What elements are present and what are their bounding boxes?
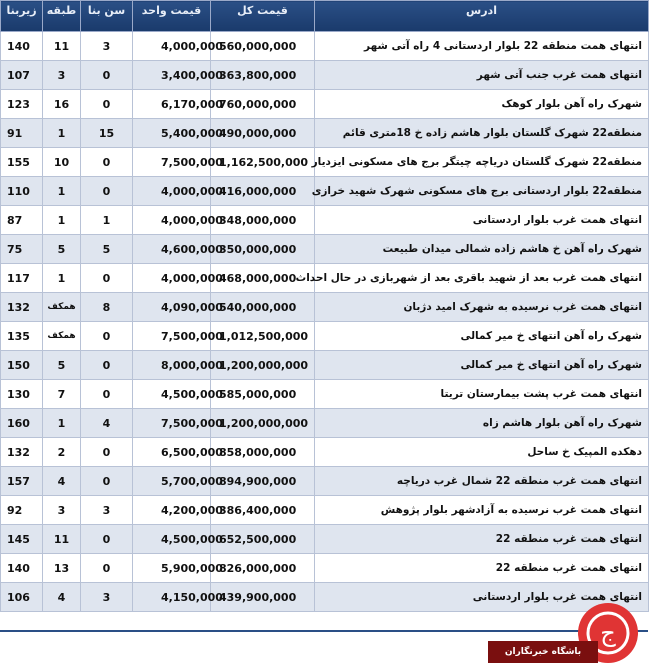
cell-area: 145	[1, 525, 43, 554]
cell-address: شهرک راه آهن خ هاشم زاده شمالی میدان طبیعت	[315, 235, 649, 264]
cell-area: 140	[1, 554, 43, 583]
cell-area: 91	[1, 119, 43, 148]
cell-total-price: 858,000,000	[211, 438, 315, 467]
cell-age: 3	[81, 496, 133, 525]
logo	[488, 603, 648, 669]
cell-area: 132	[1, 293, 43, 322]
cell-unit-price: 6,170,000	[133, 90, 211, 119]
cell-unit-price: 7,500,000	[133, 148, 211, 177]
cell-age: 0	[81, 351, 133, 380]
cell-total-price: 1,200,000,000	[211, 409, 315, 438]
cell-total-price: 585,000,000	[211, 380, 315, 409]
table-row	[1, 148, 649, 177]
cell-address: شهرک راه آهن بلوار کوهک	[315, 90, 649, 119]
cell-unit-price: 4,000,000	[133, 206, 211, 235]
table-row	[1, 235, 649, 264]
cell-unit-price: 6,500,000	[133, 438, 211, 467]
cell-unit-price: 5,900,000	[133, 554, 211, 583]
cell-floor: همکف	[43, 322, 81, 351]
header-unit-price: قیمت واحد	[133, 1, 211, 32]
table-row	[1, 264, 649, 293]
table-body	[1, 32, 649, 612]
table-row	[1, 322, 649, 351]
cell-floor: 4	[43, 467, 81, 496]
logo-glyph: ج	[600, 619, 616, 647]
cell-floor: 1	[43, 206, 81, 235]
cell-total-price: 760,000,000	[211, 90, 315, 119]
cell-age: 1	[81, 206, 133, 235]
cell-address: انتهای همت منطقه 22 بلوار اردستانی 4 راه آتی شهر	[315, 32, 649, 61]
cell-area: 87	[1, 206, 43, 235]
cell-unit-price: 4,600,000	[133, 235, 211, 264]
cell-address: دهکده المپیک خ ساحل	[315, 438, 649, 467]
cell-area: 130	[1, 380, 43, 409]
header-age: سن بنا	[81, 1, 133, 32]
cell-total-price: 560,000,000	[211, 32, 315, 61]
cell-address: انتهای همت غرب منطقه 22	[315, 554, 649, 583]
cell-age: 0	[81, 90, 133, 119]
cell-floor: 1	[43, 409, 81, 438]
cell-floor: 10	[43, 148, 81, 177]
cell-unit-price: 4,000,000	[133, 32, 211, 61]
cell-unit-price: 4,150,000	[133, 583, 211, 612]
cell-floor: 1	[43, 177, 81, 206]
table-row	[1, 409, 649, 438]
cell-area: 150	[1, 351, 43, 380]
cell-unit-price: 4,200,000	[133, 496, 211, 525]
cell-floor: همکف	[43, 293, 81, 322]
cell-age: 0	[81, 380, 133, 409]
cell-total-price: 540,000,000	[211, 293, 315, 322]
table-row	[1, 554, 649, 583]
cell-address: شهرک راه آهن بلوار هاشم زاه	[315, 409, 649, 438]
cell-total-price: 468,000,000	[211, 264, 315, 293]
cell-total-price: 350,000,000	[211, 235, 315, 264]
cell-total-price: 348,000,000	[211, 206, 315, 235]
cell-area: 132	[1, 438, 43, 467]
cell-total-price: 386,400,000	[211, 496, 315, 525]
cell-age: 0	[81, 148, 133, 177]
cell-floor: 7	[43, 380, 81, 409]
header-area: زیربنا	[1, 1, 43, 32]
cell-address: انتهای همت غرب منطقه 22 شمال غرب دریاچه	[315, 467, 649, 496]
table-row	[1, 496, 649, 525]
cell-address: انتهای همت غرب پشت بیمارستان تریتا	[315, 380, 649, 409]
cell-address: منطقه22 شهرک گلستان دریاچه چیتگر برج های مسکونی ایزدیار	[315, 148, 649, 177]
table-row	[1, 293, 649, 322]
cell-age: 0	[81, 438, 133, 467]
cell-address: شهرک راه آهن انتهای خ میر کمالی	[315, 351, 649, 380]
cell-age: 15	[81, 119, 133, 148]
cell-age: 0	[81, 61, 133, 90]
cell-total-price: 416,000,000	[211, 177, 315, 206]
header-total-price: قیمت کل	[211, 1, 315, 32]
cell-unit-price: 4,090,000	[133, 293, 211, 322]
cell-address: شهرک راه آهن انتهای خ میر کمالی	[315, 322, 649, 351]
cell-unit-price: 3,400,000	[133, 61, 211, 90]
cell-age: 3	[81, 583, 133, 612]
cell-total-price: 490,000,000	[211, 119, 315, 148]
cell-total-price: 1,162,500,000	[211, 148, 315, 177]
table-row	[1, 90, 649, 119]
cell-area: 135	[1, 322, 43, 351]
table-row	[1, 438, 649, 467]
cell-age: 5	[81, 235, 133, 264]
cell-age: 3	[81, 32, 133, 61]
table-row	[1, 119, 649, 148]
cell-age: 4	[81, 409, 133, 438]
cell-area: 110	[1, 177, 43, 206]
cell-floor: 4	[43, 583, 81, 612]
cell-total-price: 363,800,000	[211, 61, 315, 90]
cell-address: انتهای همت غرب بعد از شهید باقری بعد از شهربازی در حال احداث	[315, 264, 649, 293]
cell-area: 160	[1, 409, 43, 438]
cell-unit-price: 4,000,000	[133, 264, 211, 293]
cell-area: 107	[1, 61, 43, 90]
cell-unit-price: 4,500,000	[133, 380, 211, 409]
cell-total-price: 826,000,000	[211, 554, 315, 583]
cell-floor: 3	[43, 496, 81, 525]
cell-floor: 5	[43, 235, 81, 264]
header-address: ادرس	[315, 1, 649, 32]
cell-floor: 3	[43, 61, 81, 90]
cell-address: انتهای همت غرب بلوار اردستانی	[315, 206, 649, 235]
cell-floor: 16	[43, 90, 81, 119]
cell-age: 8	[81, 293, 133, 322]
table-row	[1, 467, 649, 496]
cell-age: 0	[81, 264, 133, 293]
cell-address: انتهای همت غرب منطقه 22	[315, 525, 649, 554]
cell-age: 0	[81, 322, 133, 351]
cell-address: انتهای همت غرب بلوار اردستانی	[315, 583, 649, 612]
cell-area: 157	[1, 467, 43, 496]
cell-area: 106	[1, 583, 43, 612]
header-row	[1, 1, 649, 32]
cell-unit-price: 5,700,000	[133, 467, 211, 496]
cell-address: انتهای همت غرب نرسیده به شهرک امید دژبان	[315, 293, 649, 322]
cell-floor: 5	[43, 351, 81, 380]
table-row	[1, 380, 649, 409]
cell-age: 0	[81, 177, 133, 206]
cell-floor: 13	[43, 554, 81, 583]
cell-address: منطقه22 بلوار اردستانی برج های مسکونی شهرک شهید خرازی	[315, 177, 649, 206]
cell-floor: 11	[43, 32, 81, 61]
cell-floor: 1	[43, 264, 81, 293]
cell-total-price: 439,900,000	[211, 583, 315, 612]
cell-area: 75	[1, 235, 43, 264]
cell-address: منطقه22 شهرک گلستان بلوار هاشم زاده خ 18متری قائم	[315, 119, 649, 148]
cell-area: 117	[1, 264, 43, 293]
cell-unit-price: 8,000,000	[133, 351, 211, 380]
cell-age: 0	[81, 525, 133, 554]
logo-text: باشگاه خبرنگاران	[488, 641, 598, 663]
cell-unit-price: 7,500,000	[133, 322, 211, 351]
cell-total-price: 652,500,000	[211, 525, 315, 554]
cell-area: 140	[1, 32, 43, 61]
cell-unit-price: 7,500,000	[133, 409, 211, 438]
cell-floor: 11	[43, 525, 81, 554]
cell-address: انتهای همت غرب جنب آتی شهر	[315, 61, 649, 90]
cell-unit-price: 5,400,000	[133, 119, 211, 148]
cell-floor: 1	[43, 119, 81, 148]
cell-area: 155	[1, 148, 43, 177]
cell-total-price: 894,900,000	[211, 467, 315, 496]
cell-total-price: 1,200,000,000	[211, 351, 315, 380]
cell-age: 0	[81, 554, 133, 583]
table-row	[1, 206, 649, 235]
table-row	[1, 525, 649, 554]
cell-age: 0	[81, 467, 133, 496]
cell-unit-price: 4,000,000	[133, 177, 211, 206]
cell-floor: 2	[43, 438, 81, 467]
cell-total-price: 1,012,500,000	[211, 322, 315, 351]
cell-address: انتهای همت غرب نرسیده به آزادشهر بلوار پژوهش	[315, 496, 649, 525]
table-row	[1, 177, 649, 206]
table-row	[1, 32, 649, 61]
header-floor: طبقه	[43, 1, 81, 32]
cell-area: 123	[1, 90, 43, 119]
cell-unit-price: 4,500,000	[133, 525, 211, 554]
cell-area: 92	[1, 496, 43, 525]
table-row	[1, 61, 649, 90]
table-row	[1, 351, 649, 380]
